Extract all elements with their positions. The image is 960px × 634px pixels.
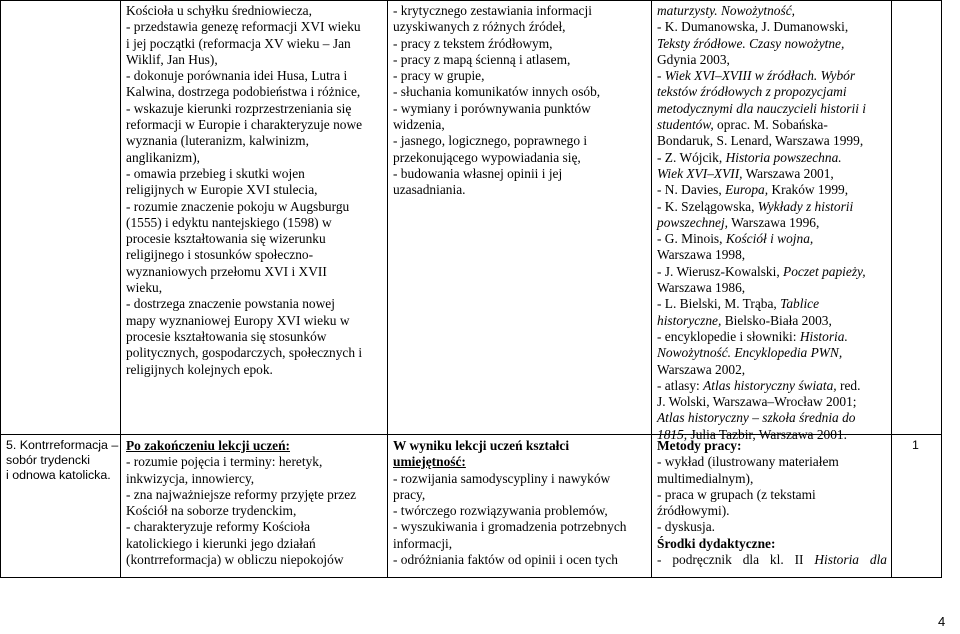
objectives-list [126, 454, 383, 568]
source-line: - K. Dumanowska, J. Dumanowski, [657, 19, 849, 35]
table-row [1, 435, 942, 578]
text-line: Kościół na soborze trydenckim, [126, 503, 297, 519]
text-line: religijnych kolejnych epok. [126, 361, 273, 377]
source-line [657, 182, 887, 198]
source-author: - G. Minois, [657, 231, 726, 247]
skills-text [393, 438, 647, 568]
source-detail: Warszawa 2001, [742, 165, 834, 181]
source-author: - encyklopedie i słowniki: [657, 328, 800, 344]
table-row [1, 1, 942, 435]
topic-title [6, 438, 119, 482]
text-line: przekonującego wypowiadania się, [393, 149, 581, 165]
source-line: - Wiek XVI–XVIII w źródłach. Wybór [657, 68, 856, 84]
source-detail: Warszawa 1996, [728, 214, 820, 230]
text-line: - dokonuje porównania idei Husa, Lutra i [126, 68, 348, 84]
text-line: procesie kształtowania się stosunków [126, 328, 327, 344]
text-line: (1555) i edyktu nantejskiego (1598) w [126, 214, 332, 230]
source-author: - Z. Wójcik, [657, 149, 726, 165]
text-line: politycznych, gospodarczych, społecznych i [126, 345, 363, 361]
objectives-continued-cell [121, 1, 388, 435]
source-line [657, 313, 887, 329]
aids-heading: Środki dydaktyczne: [657, 535, 776, 551]
text-line: - omawia przebieg i skutki wojen [126, 165, 305, 181]
source-title: studentów, [657, 117, 714, 133]
text-line: źródłowymi). [657, 503, 730, 519]
text-line: - zna najważniejsze reformy przyjęte przez [126, 486, 357, 502]
source-title: Wykłady z historii [757, 198, 854, 214]
text-line: - pracy z mapą ścienną i atlasem, [393, 51, 571, 67]
source-line: tekstów źródłowych z propozycjami [657, 84, 847, 100]
text-line: Kościoła u schyłku średniowiecza, [126, 3, 312, 18]
page-number: 4 [938, 614, 946, 629]
text-line: katolickiego i kierunki jego działań [126, 535, 316, 551]
source-title: historyczne, [657, 312, 722, 328]
source-author: - L. Bielski, M. Trąba, [657, 296, 781, 312]
text-line: - rozumie pojęcia i terminy: heretyk, [126, 454, 323, 470]
topic-cell-empty [1, 1, 121, 435]
text-line: - wykład (ilustrowany materiałem [657, 454, 839, 470]
text-line: - rozumie znaczenie pokoju w Augsburgu [126, 198, 350, 214]
source-line: Teksty źródłowe. Czasy nowożytne, [657, 35, 845, 51]
aids-line [657, 552, 887, 568]
source-line [657, 296, 887, 312]
text-line: - wyszukiwania i gromadzenia potrzebnych [393, 519, 627, 535]
skills-heading: umiejętność: [393, 454, 466, 470]
skills-continued-text [393, 3, 647, 199]
sources-text [657, 3, 887, 443]
text-line: widzenia, [393, 117, 445, 133]
text-line: (kontrreformacja) w obliczu niepokojów [126, 552, 344, 568]
source-line: metodycznymi dla nauczycieli historii i [657, 100, 866, 116]
objectives-text [126, 438, 383, 568]
skills-cell [388, 435, 652, 578]
text-line: anglikanizm), [126, 149, 200, 165]
aids-text: - podręcznik dla kl. II [657, 552, 815, 568]
text-line: reformacji w Europie i charakteryzuje nowe [126, 117, 363, 133]
source-title: Historia powszechna. [725, 149, 842, 165]
source-line: maturzysty. Nowożytność, [657, 3, 795, 18]
methods-list [657, 454, 887, 535]
source-line: Warszawa 1986, [657, 280, 746, 296]
text-line: i jej początki (reformacja XV wieku – Jan [126, 35, 351, 51]
source-detail: Kraków 1999, [768, 182, 849, 198]
topic-cell [1, 435, 121, 578]
source-detail: Julia Tazbir, Warszawa 2001. [687, 426, 847, 442]
text-line: - jasnego, logicznego, poprawnego i [393, 133, 588, 149]
source-line: Gdynia 2003, [657, 51, 730, 67]
skills-list [393, 471, 647, 569]
text-line: Kalwina, dostrzega podobieństwa i różnice, [126, 84, 361, 100]
source-title: Historia. [799, 328, 848, 344]
source-detail: oprac. M. Sobańska- [713, 117, 828, 133]
source-title: Europa, [725, 182, 769, 198]
source-line [657, 264, 887, 280]
source-author: - N. Davies, [657, 182, 726, 198]
aids-title: Historia dla [814, 552, 887, 568]
topic-title-line: sobór trydencki [6, 452, 91, 467]
text-line: - pracy w grupie, [393, 68, 485, 84]
source-line [657, 378, 887, 394]
text-line: religijnych w Europie XVI stulecia, [126, 182, 318, 198]
text-line: - słuchania komunikatów innych osób, [393, 84, 601, 100]
methods-text [657, 438, 887, 568]
text-line: - budowania własnej opinii i jej [393, 165, 563, 181]
objectives-continued-text [126, 3, 383, 378]
text-line: informacji, [393, 535, 453, 551]
source-line: Nowożytność. Encyklopedia PWN, [657, 345, 843, 361]
source-title: 1815, [657, 426, 688, 442]
text-line: procesie kształtowania się wizerunku [126, 231, 326, 247]
text-line: - pracy z tekstem źródłowym, [393, 35, 553, 51]
text-line: - charakteryzuje reformy Kościoła [126, 519, 311, 535]
objectives-cell [121, 435, 388, 578]
source-title: Atlas historyczny świata, [703, 377, 837, 393]
text-line: - praca w grupach (z tekstami [657, 486, 816, 502]
methods-heading: Metody pracy: [657, 438, 742, 453]
topic-title-line: i odnowa katolicka. [6, 467, 111, 482]
text-line: wyznania (luteranizm, kalwinizm, [126, 133, 309, 149]
methods-cell [652, 435, 892, 578]
source-line: Atlas historyczny – szkoła średnia do [657, 410, 856, 426]
source-author: - J. Wierusz-Kowalski, [657, 263, 784, 279]
text-line: pracy, [393, 486, 426, 502]
text-line: - twórczego rozwiązywania problemów, [393, 503, 608, 519]
text-line: - odróżniania faktów od opinii i ocen tych [393, 552, 618, 568]
text-line: - przedstawia genezę reformacji XVI wieku [126, 19, 361, 35]
source-line [657, 329, 887, 345]
text-line: Wiklif, Jan Hus), [126, 51, 218, 67]
source-line [657, 117, 887, 133]
text-line: - dyskusja. [657, 519, 716, 535]
text-line: - krytycznego zestawiania informacji [393, 3, 592, 18]
source-detail: red. [836, 377, 861, 393]
source-line [657, 150, 887, 166]
text-line: multimedialnym), [657, 470, 754, 486]
source-title: powszechnej, [657, 214, 729, 230]
source-line: Bondaruk, S. Lenard, Warszawa 1999, [657, 133, 864, 149]
source-line [657, 199, 887, 215]
hours-cell-empty [892, 1, 942, 435]
hours-value: 1 [912, 438, 919, 452]
skills-heading: W wyniku lekcji uczeń kształci [393, 438, 570, 453]
text-line: uzyskiwanych z różnych źródeł, [393, 19, 566, 35]
source-title: Tablice [780, 296, 820, 312]
text-line: - dostrzega znaczenie powstania nowej [126, 296, 335, 312]
text-line: uzasadniania. [393, 182, 466, 198]
source-title: Poczet papieży, [783, 263, 866, 279]
hours-cell [892, 435, 942, 578]
objectives-heading: Po zakończeniu lekcji uczeń: [126, 438, 291, 453]
source-line [657, 215, 887, 231]
sources-cell [652, 1, 892, 442]
source-title: Kościół i wojna, [725, 231, 814, 247]
text-line: mapy wyznaniowej Europy XVI wieku w [126, 312, 350, 328]
text-line: wieku, [126, 280, 163, 296]
source-line: Warszawa 2002, [657, 361, 746, 377]
text-line: inkwizycja, innowiercy, [126, 470, 255, 486]
text-line: religijnego i stosunków społeczno- [126, 247, 314, 263]
source-author: - K. Szelągowska, [657, 198, 758, 214]
text-line: - rozwijania samodyscypliny i nawyków [393, 470, 611, 486]
text-line: wyznaniowych przełomu XVI i XVII [126, 263, 327, 279]
source-line: Warszawa 1998, [657, 247, 746, 263]
source-author: - atlasy: [657, 377, 704, 393]
source-title: Wiek XVI–XVII, [657, 165, 743, 181]
source-line: J. Wolski, Warszawa–Wrocław 2001; [657, 394, 857, 410]
source-line [657, 166, 887, 182]
topic-title-line: 5. Kontrreformacja – [6, 438, 119, 452]
text-line: - wymiany i porównywania punktów [393, 100, 591, 116]
text-line: - wskazuje kierunki rozprzestrzeniania się [126, 100, 352, 116]
source-line [657, 231, 887, 247]
skills-continued-cell [388, 1, 652, 435]
source-detail: Bielsko-Biała 2003, [721, 312, 832, 328]
